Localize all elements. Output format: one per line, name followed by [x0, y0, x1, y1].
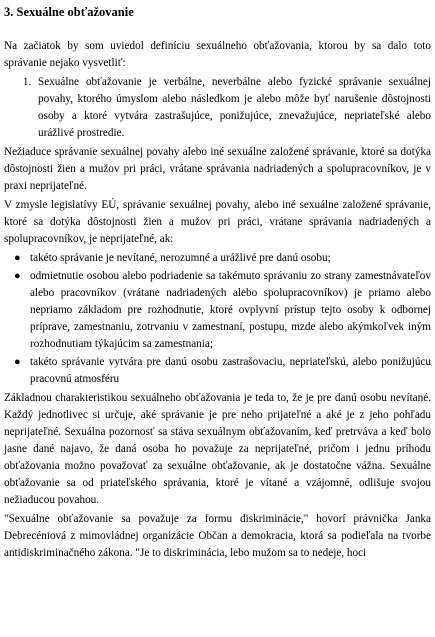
bullet-icon: ● [14, 270, 21, 282]
paragraph-eu-legislation: V zmysle legislatívy EÚ, správanie sexuálnej povahy, alebo iné sexuálne založené správanie, ktoré sa dotýka dôstojnosti žien a mužov pri práci, vrátane správania nadriadených a spolupracovníkov, je neprijateľné, ak: [4, 199, 431, 245]
conditions-list [4, 250, 431, 388]
paragraph-unwanted-conduct: Nežiaduce správanie sexuálnej povahy alebo iné sexuálne založené správanie, ktoré sa dotýka dôstojnosti žien a mužov pri práci, vrátane správania nadriadených a spolupracovníkov, je v praxi neprijateľné. [4, 146, 431, 192]
section-heading: 3. Sexuálne obťažovanie [4, 5, 134, 19]
condition-item [14, 268, 431, 353]
condition-text: takéto správanie vytvára pre danú osobu zastrašovaciu, nepriateľskú, alebo ponižujúcu pracovnú atmosféru [30, 356, 431, 385]
bullet-icon: ● [14, 356, 21, 368]
condition-item [14, 354, 431, 388]
definition-item: 1. Sexuálne obťažovanie je verbálne, neverbálne alebo fyzické správanie sexuálnej povahy, ktorého úmyslom alebo následkom je alebo môže byť narušenie dôstojnosti osoby a ktoré vytvára zastrašujúce, ponižujúce, znevažujúce, nepriateľské alebo urážlivé prostredie. [34, 74, 431, 142]
paragraph-quote: "Sexuálne obťažovanie sa považuje za formu diskriminácie," hovorí právnička Janka Debrecéniová z mimovládnej organizácie Občan a demokracia, ktorá sa podieľala na tvorbe antidiskriminačného zákona. "Je to diskriminácia, lebo mužom sa to nedeje, hoci [4, 513, 431, 559]
condition-text: takéto správanie je nevítané, nerozumné a urážlivé pre danú osobu; [30, 252, 331, 264]
condition-text: odmietnutie osobou alebo podriadenie sa takémuto správaniu zo strany zamestnávateľov alebo pracovníkov (vrátane nadriadených alebo spolupracovníkov) je priamo alebo nepriamo základom pre rozhodnutie, ktoré ovplyvní prístup tejto osoby k odbornej príprave, zamestnaniu, zotrvaniu v zamestnaní, postupu, mzde alebo akýmkoľvek iným rozhodnutiam týkajúcim sa zamestnania; [30, 270, 431, 350]
intro-paragraph: Na začiatok by som uviedol definíciu sexuálneho obťažovania, ktorou by sa dalo toto správanie nejako vysvetliť: [4, 40, 431, 69]
condition-item [14, 250, 431, 267]
paragraph-characteristic: Základnou charakteristikou sexuálneho obťažovania je teda to, že je pre danú osobu nevítané. Každý jednotlivec si určuje, aké správanie je pre neho prijateľné a aké je z jeho pohľadu neprijateľné. Sexuálna pozornosť sa stáva sexuálnym obťažovaním, keď pretrváva a keď bolo jasne dané najavo, že daná osoba ho považuje za neprijateľné, pričom i jednu príhodu obťažovania možno považovať za sexuálne obťažovanie, ak je dostatočne vážna. Sexuálne obťažovanie sa od priateľského správania, ktoré je vítané a vzájomné, odlišuje svojou nežiaducou povahou. [4, 392, 431, 506]
definition-list [4, 74, 431, 142]
bullet-icon: ● [14, 252, 21, 264]
